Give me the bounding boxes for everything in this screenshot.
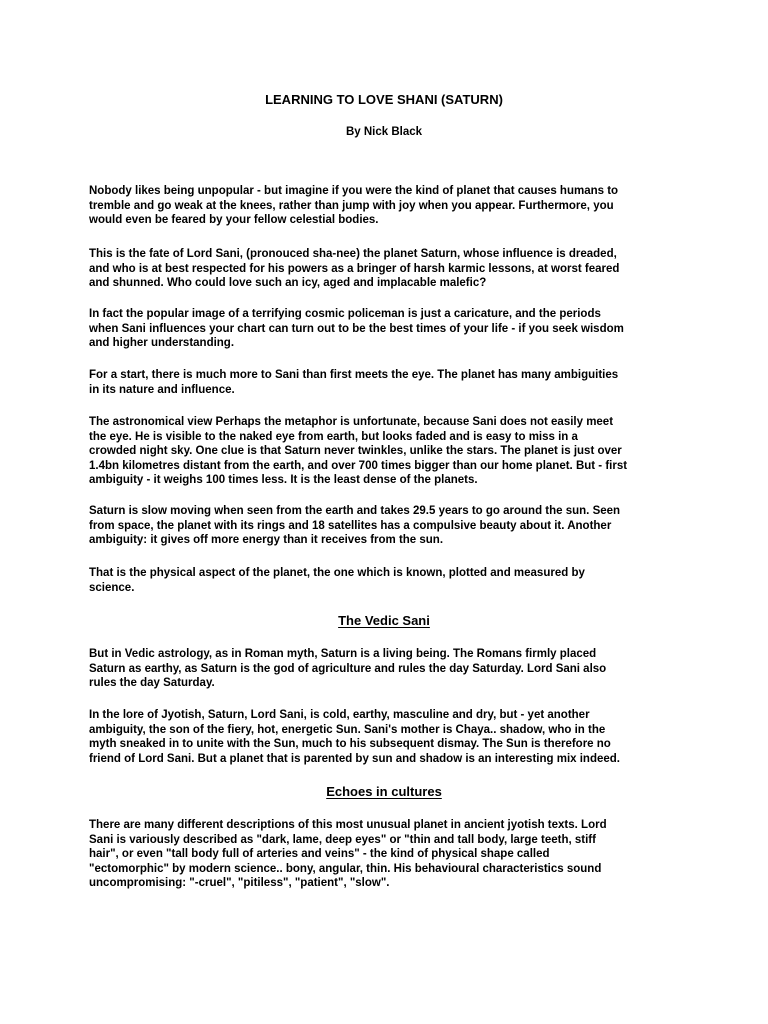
- text-line: Saturn as earthy, as Saturn is the god of agriculture and rules the day Saturday. Lord Sani also: [89, 662, 607, 675]
- text-line: "ectomorphic" by modern science.. bony, angular, thin. His behavioural characteristics sound: [89, 862, 602, 875]
- section-heading-text: Echoes in cultures: [326, 784, 442, 799]
- paragraph-popular-image: [89, 307, 689, 351]
- text-line: and shunned. Who could love such an icy, aged and implacable malefic?: [89, 277, 487, 290]
- text-line: Saturn is slow moving when seen from the earth and takes 29.5 years to go around the sun. Seen: [89, 505, 621, 517]
- text-line: rules the day Saturday.: [89, 677, 215, 690]
- text-line: science.: [89, 581, 135, 594]
- text-line: in its nature and influence.: [89, 383, 235, 396]
- paragraph-astronomical-view: [89, 415, 689, 488]
- text-line: Nobody likes being unpopular - but imagine if you were the kind of planet that causes humans to: [89, 185, 619, 197]
- text-line: and who is at best respected for his powers as a bringer of harsh karmic lessons, at worst feared: [89, 262, 620, 275]
- paragraph-fate: [89, 247, 689, 291]
- paragraph-intro: [89, 184, 689, 228]
- text-line: But in Vedic astrology, as in Roman myth, Saturn is a living being. The Romans firmly placed: [89, 648, 597, 660]
- section-heading-text: The Vedic Sani: [338, 613, 430, 628]
- text-line: the eye. He is visible to the naked eye from earth, but looks faded and is easy to miss in a: [89, 430, 578, 443]
- text-line: That is the physical aspect of the planet, the one which is known, plotted and measured by: [89, 567, 585, 579]
- text-line: crowded night sky. One clue is that Saturn never twinkles, unlike the stars. The planet is just over: [89, 445, 622, 458]
- paragraph-physical-aspect: [89, 566, 689, 595]
- paragraph-ambiguities: [89, 368, 689, 397]
- text-line: myth sneaked in to unite with the Sun, much to his subsequent dismay. The Sun is therefore no: [89, 738, 611, 751]
- text-line: The astronomical view Perhaps the metaphor is unfortunate, because Sani does not easily meet: [89, 416, 614, 428]
- text-line: In the lore of Jyotish, Saturn, Lord Sani, is cold, earthy, masculine and dry, but - yet another: [89, 709, 590, 721]
- section-heading-echoes: [0, 784, 768, 800]
- text-line: 1.4bn kilometres distant from the earth, and over 700 times bigger than our home planet. But - first: [89, 459, 628, 472]
- paragraph-vedic-astrology: [89, 647, 689, 691]
- section-heading-vedic-sani: [0, 613, 768, 629]
- text-line: In fact the popular image of a terrifying cosmic policeman is just a caricature, and the periods: [89, 308, 601, 320]
- document-title: LEARNING TO LOVE SHANI (SATURN): [265, 92, 503, 107]
- text-line: ambiguity - it weighs 100 times less. It is the least dense of the planets.: [89, 474, 478, 487]
- text-line: This is the fate of Lord Sani, (pronouced sha-nee) the planet Saturn, whose influence is dreaded,: [89, 248, 617, 260]
- text-line: ambiguity, the son of the fiery, hot, energetic Sun. Sani's mother is Chaya.. shadow, who in the: [89, 723, 606, 736]
- text-line: when Sani influences your chart can turn out to be the best times of your life - if you seek wisdom: [89, 322, 624, 335]
- text-line: For a start, there is much more to Sani than first meets the eye. The planet has many ambiguities: [89, 369, 619, 381]
- paragraph-slow-moving: [89, 504, 689, 548]
- paragraph-jyotish-lore: [89, 708, 689, 766]
- text-line: Sani is variously described as "dark, lame, deep eyes" or "thin and tall body, large teeth, stiff: [89, 833, 596, 846]
- author-byline: By Nick Black: [345, 126, 423, 138]
- text-line: uncompromising: "-cruel", "pitiless", "patient", "slow".: [89, 877, 390, 890]
- text-line: from space, the planet with its rings and 18 satellites has a compulsive beauty about it. Another: [89, 519, 612, 532]
- paragraph-descriptions: [89, 818, 689, 891]
- text-line: There are many different descriptions of this most unusual planet in ancient jyotish texts. Lord: [89, 819, 607, 831]
- text-line: and higher understanding.: [89, 337, 235, 350]
- text-line: hair", or even "tall body full of arteries and veins" - the kind of physical shape called: [89, 848, 550, 861]
- text-line: tremble and go weak at the knees, rather than jump with joy when you appear. Furthermore, you: [89, 199, 614, 212]
- text-line: would even be feared by your fellow celestial bodies.: [89, 214, 379, 227]
- text-line: friend of Lord Sani. But a planet that is parented by sun and shadow is an interesting mix indeed.: [89, 752, 620, 765]
- text-line: ambiguity: it gives off more energy than it receives from the sun.: [89, 534, 444, 547]
